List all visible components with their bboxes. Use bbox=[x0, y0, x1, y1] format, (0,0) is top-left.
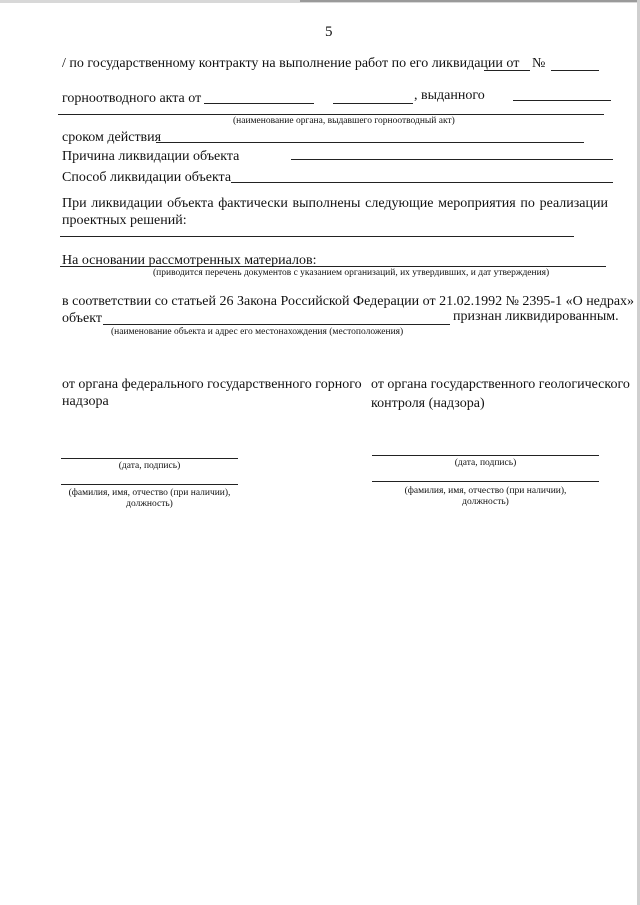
right-date-caption: (дата, подпись) bbox=[454, 458, 517, 468]
object-label: объект bbox=[62, 311, 102, 326]
object-blank bbox=[103, 324, 450, 325]
scan-top-edge-dark bbox=[300, 0, 640, 2]
reason-label: Причина ликвидации объекта bbox=[62, 149, 240, 164]
right-name-blank bbox=[372, 481, 599, 482]
organ-blank bbox=[58, 114, 604, 115]
right-signatory-line-2: контроля (надзора) bbox=[371, 396, 485, 411]
contract-date-blank bbox=[484, 70, 530, 71]
right-signatory-line-1: от органа государственного геологического bbox=[371, 377, 630, 392]
left-name-caption-1: (фамилия, имя, отчество (при наличии), bbox=[68, 488, 231, 498]
page-number: 5 bbox=[325, 24, 333, 40]
mining-act-number-blank bbox=[333, 103, 413, 104]
liquidated-label: признан ликвидированным. bbox=[453, 309, 619, 324]
left-date-signature-blank bbox=[61, 458, 238, 459]
basis-label: На основании рассмотренных материалов: bbox=[62, 253, 317, 268]
organ-caption: (наименование органа, выдавшего горноотводный акт) bbox=[233, 116, 455, 126]
measures-blank bbox=[60, 236, 574, 237]
validity-blank bbox=[156, 142, 584, 143]
object-caption: (наименование объекта и адрес его местонахождения (местоположения) bbox=[111, 327, 404, 337]
mining-act-date-blank bbox=[204, 103, 314, 104]
mining-act-label: горноотводного акта от bbox=[62, 91, 202, 106]
measures-line-2: проектных решений: bbox=[62, 213, 187, 228]
validity-label: сроком действия bbox=[62, 130, 162, 145]
left-signatory-line-2: надзора bbox=[62, 394, 109, 409]
reason-blank bbox=[291, 159, 613, 160]
number-sign: № bbox=[532, 56, 546, 71]
basis-caption: (приводится перечень документов с указанием организаций, их утвердивших, и дат утверждения) bbox=[153, 268, 550, 278]
left-signatory-line-1: от органа федерального государственного горного bbox=[62, 377, 362, 392]
right-date-signature-blank bbox=[372, 455, 599, 456]
left-name-caption-2: должность) bbox=[126, 499, 173, 509]
issued-label: , выданного bbox=[414, 88, 485, 103]
method-blank bbox=[231, 182, 613, 183]
left-name-blank bbox=[61, 484, 238, 485]
right-name-caption-2: должность) bbox=[462, 497, 509, 507]
contract-line-text: / по государственному контракту на выполнение работ по его ликвидации от bbox=[62, 56, 520, 71]
basis-blank bbox=[60, 266, 606, 267]
method-label: Способ ликвидации объекта bbox=[62, 170, 232, 185]
contract-number-blank bbox=[551, 70, 599, 71]
left-date-caption: (дата, подпись) bbox=[118, 461, 181, 471]
issued-by-blank bbox=[513, 100, 611, 101]
right-name-caption-1: (фамилия, имя, отчество (при наличии), bbox=[404, 486, 567, 496]
law-line: в соответствии со статьей 26 Закона Российской Федерации от 21.02.1992 № 2395-1 «О недрах» bbox=[62, 294, 635, 309]
measures-line-1: При ликвидации объекта фактически выполнены следующие мероприятия по реализации bbox=[62, 196, 608, 211]
